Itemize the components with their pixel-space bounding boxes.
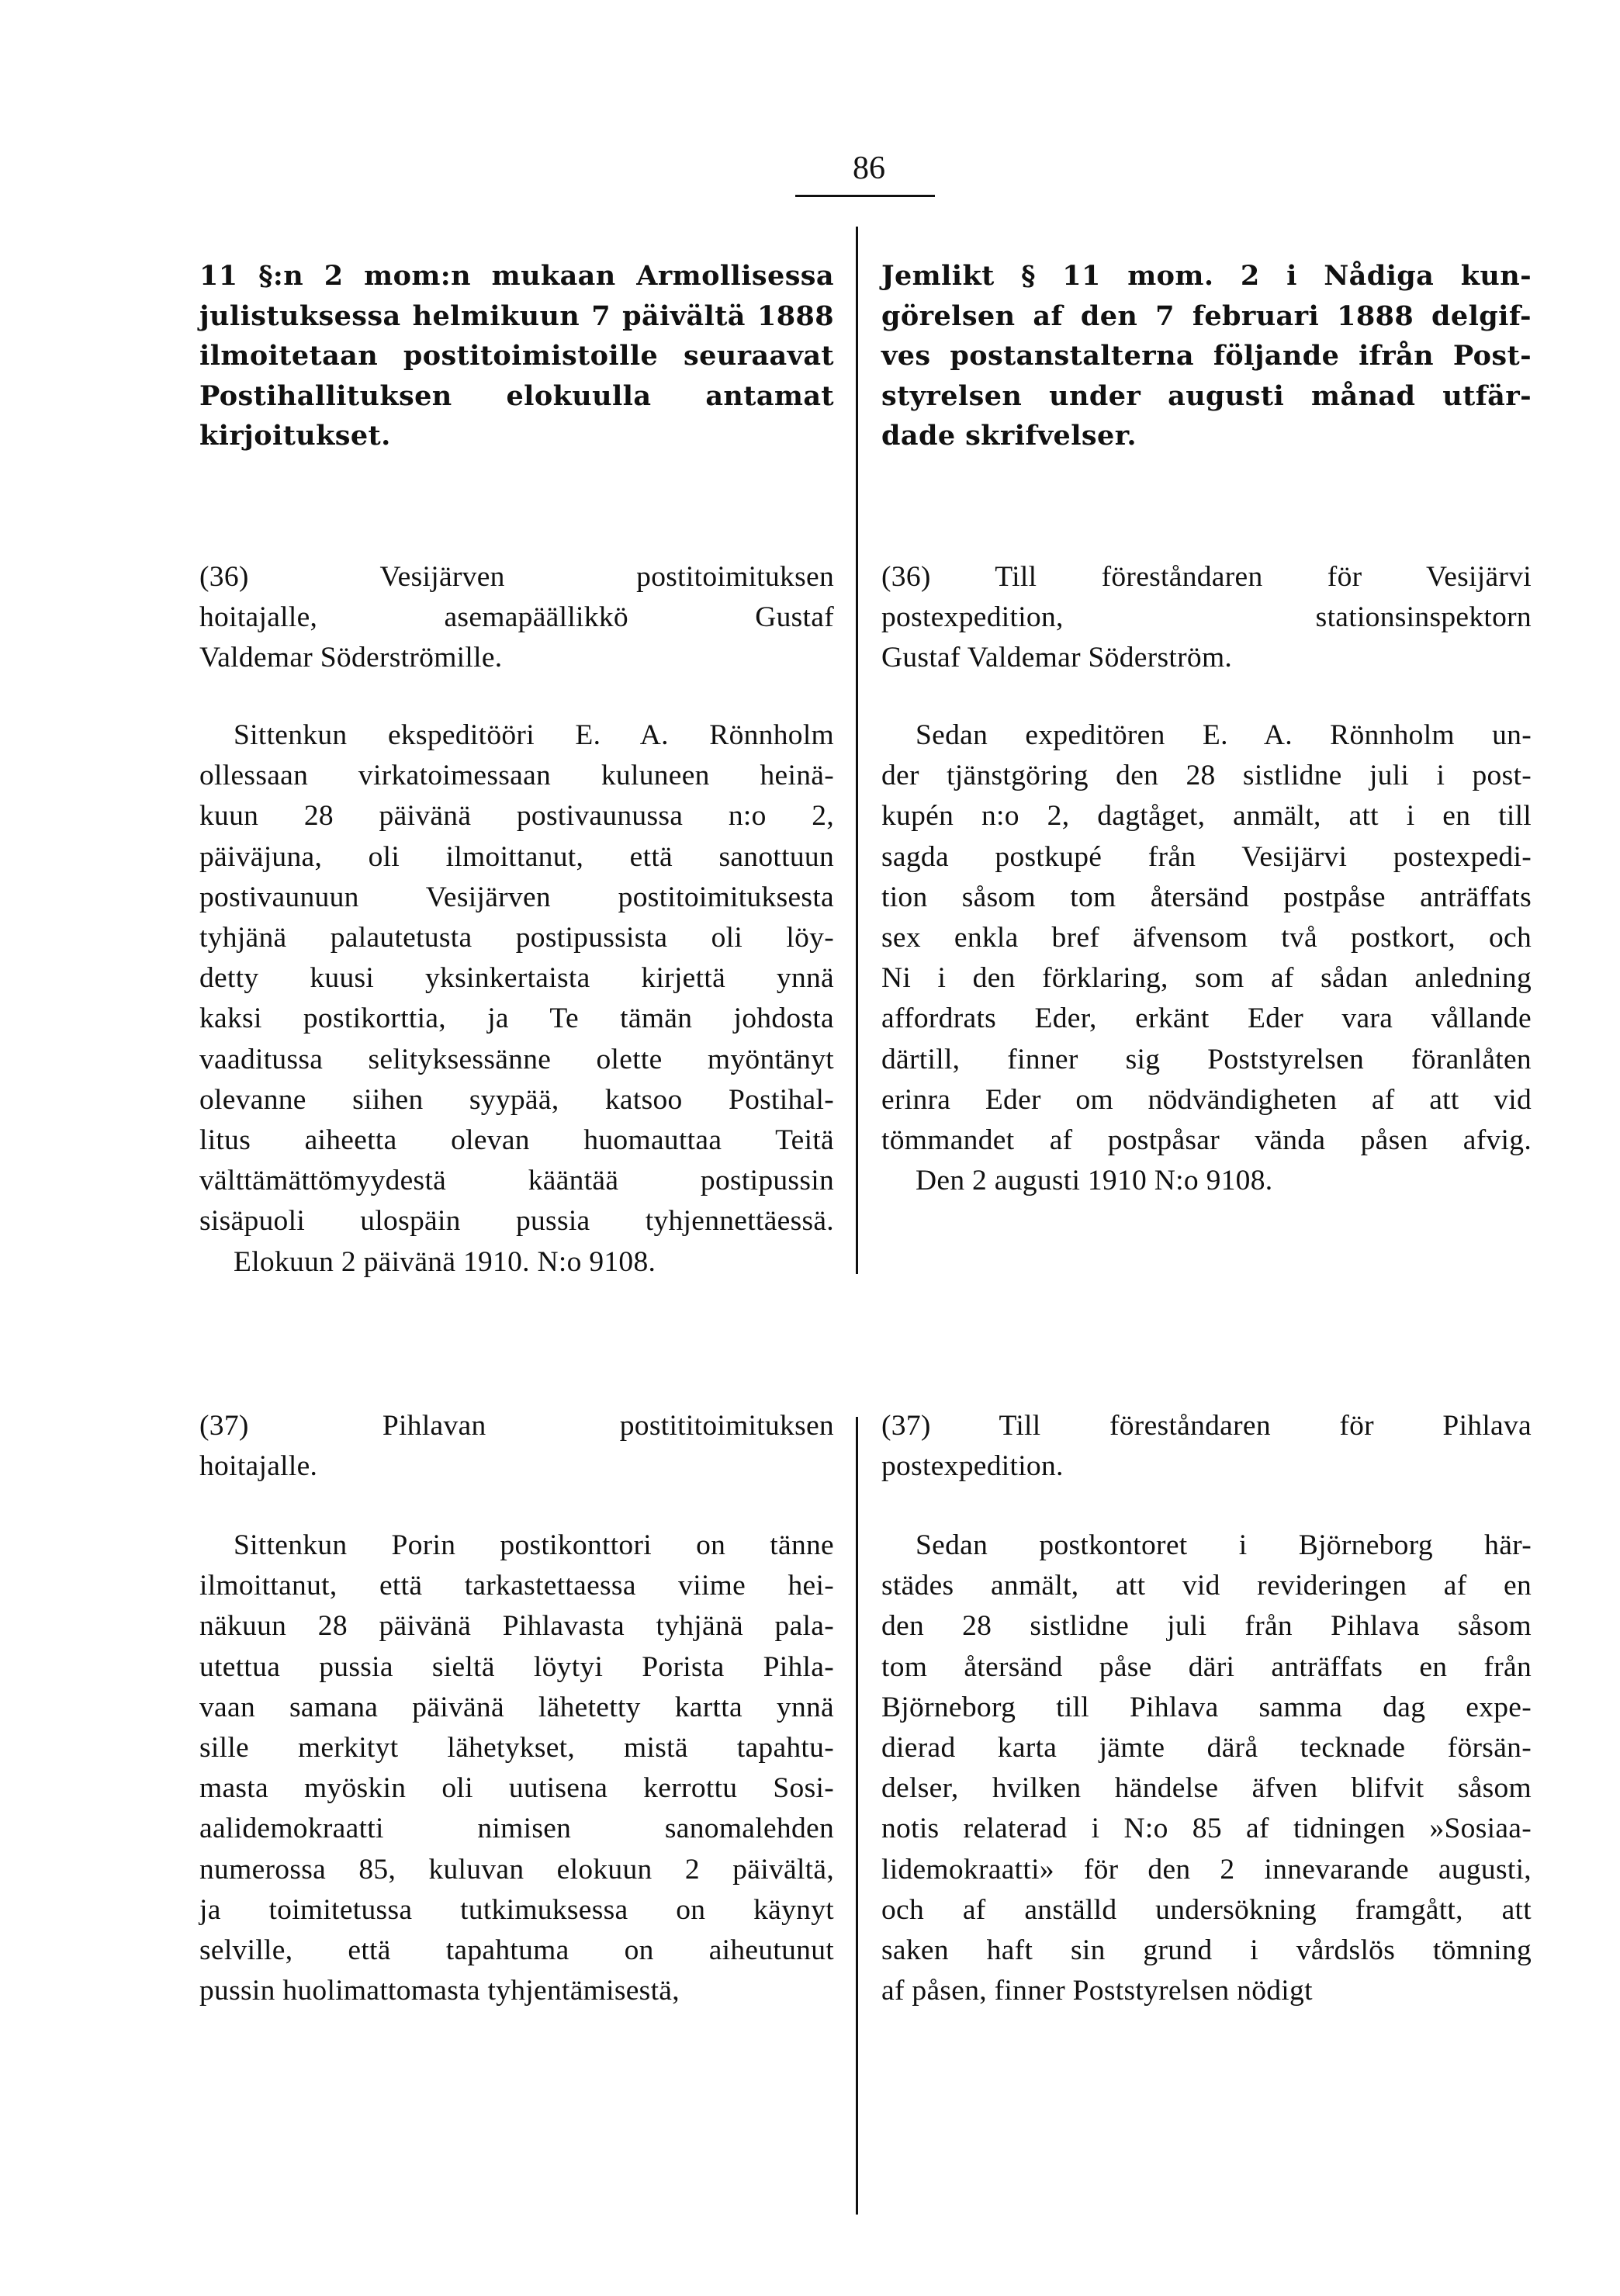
- text-line: notis relaterad i N:o 85 af tidningen »Sosiaa-: [881, 1813, 1532, 1845]
- h36-left-column: [199, 557, 834, 678]
- b36-left-column: [199, 715, 834, 1283]
- text-line: ves postanstalterna följande ifrån Post-: [881, 340, 1532, 372]
- text-line: litus aiheetta olevan huomauttaa Teitä: [199, 1124, 834, 1157]
- text-line: Björneborg till Pihlava samma dag expe-: [881, 1691, 1532, 1723]
- text-line: dierad karta jämte därå tecknade försän-: [881, 1732, 1532, 1764]
- text-line: sisäpuoli ulospäin pussia tyhjennettäessä.: [199, 1205, 834, 1238]
- text-line: hoitajalle, asemapäällikkö Gustaf: [199, 601, 834, 633]
- text-line: (37) Pihlavan postititoimituksen: [199, 1410, 834, 1442]
- text-line: Den 2 augusti 1910 N:o 9108.: [916, 1165, 1273, 1197]
- text-line: utettua pussia sieltä löytyi Porista Pihla-: [199, 1650, 834, 1683]
- text-line: Gustaf Valdemar Söderström.: [881, 642, 1233, 674]
- text-line: hoitajalle.: [199, 1450, 318, 1482]
- text-line: tom återsänd påse däri anträffats en från: [881, 1650, 1532, 1683]
- text-line: vaaditussa selityksessänne olette myöntänyt: [199, 1043, 834, 1075]
- page-number: 86: [853, 151, 885, 186]
- b36-right-column: [881, 715, 1532, 1201]
- text-line: kaksi postikorttia, ja Te tämän johdosta: [199, 1003, 834, 1035]
- text-line: postivaunuun Vesijärven postitoimituksesta: [199, 881, 834, 913]
- intro-right-column: [881, 256, 1532, 456]
- text-line: Ni i den förklaring, som af sådan anledning: [881, 962, 1532, 995]
- text-line: dade skrifvelser.: [881, 420, 1137, 452]
- column-separator-bottom: [856, 1417, 858, 2215]
- text-line: ja toimitetussa tutkimuksessa on käynyt: [199, 1893, 834, 1926]
- text-line: (37) Till föreståndaren för Pihlava: [881, 1410, 1532, 1442]
- text-line: detty kuusi yksinkertaista kirjettä ynnä: [199, 962, 834, 995]
- text-line: kuun 28 päivänä postivaunussa n:o 2,: [199, 800, 834, 833]
- h37-right-column: [881, 1406, 1532, 1487]
- text-line: julistuksessa helmikuun 7 päivältä 1888: [199, 300, 834, 332]
- text-line: Jemlikt § 11 mom. 2 i Nådiga kun-: [881, 260, 1532, 292]
- text-line: masta myöskin oli uutisena kerrottu Sosi-: [199, 1772, 834, 1805]
- text-line: numerossa 85, kuluvan elokuun 2 päivältä,: [199, 1853, 834, 1886]
- text-line: görelsen af den 7 februari 1888 delgif-: [881, 300, 1532, 332]
- text-line: därtill, finner sig Poststyrelsen föranlåten: [881, 1043, 1532, 1075]
- text-line: Sedan postkontoret i Björneborg här-: [916, 1529, 1532, 1561]
- text-line: sex enkla bref äfvensom två postkort, och: [881, 922, 1532, 954]
- text-line: saken haft sin grund i vårdslös tömning: [881, 1934, 1532, 1967]
- text-line: städes anmält, att vid revideringen af en: [881, 1570, 1532, 1602]
- text-line: ilmoittanut, että tarkastettaessa viime hei-: [199, 1570, 834, 1602]
- text-line: postexpedition, stationsinspektorn: [881, 601, 1532, 633]
- text-line: selville, että tapahtuma on aiheutunut: [199, 1934, 834, 1967]
- text-line: delser, hvilken händelse äfven blifvit såsom: [881, 1772, 1532, 1805]
- text-line: päiväjuna, oli ilmoittanut, että sanottuun: [199, 840, 834, 873]
- text-line: ilmoitetaan postitoimistoille seuraavat: [199, 340, 834, 372]
- text-line: kupén n:o 2, dagtåget, anmält, att i en till: [881, 800, 1532, 833]
- text-line: styrelsen under augusti månad utfär-: [881, 379, 1532, 412]
- text-line: tömmandet af postpåsar vända påsen afvig.: [881, 1124, 1532, 1157]
- text-line: erinra Eder om nödvändigheten af att vid: [881, 1083, 1532, 1116]
- text-line: Elokuun 2 päivänä 1910. N:o 9108.: [234, 1245, 656, 1278]
- h37-left-column: [199, 1406, 834, 1487]
- b37-right-column: [881, 1525, 1532, 2011]
- text-line: sille merkityt lähetykset, mistä tapahtu-: [199, 1732, 834, 1764]
- h36-right-column: [881, 557, 1532, 678]
- text-line: (36) Till föreståndaren för Vesijärvi: [881, 561, 1532, 593]
- column-separator-top: [856, 227, 858, 1274]
- text-line: vaan samana päivänä lähetetty kartta ynnä: [199, 1691, 834, 1723]
- text-line: ollessaan virkatoimessaan kuluneen heinä-: [199, 760, 834, 792]
- text-line: pussin huolimattomasta tyhjentämisestä,: [199, 1975, 680, 2007]
- text-line: af påsen, finner Poststyrelsen nödigt: [881, 1975, 1313, 2007]
- text-line: Sittenkun Porin postikonttori on tänne: [234, 1529, 834, 1561]
- text-line: lidemokraatti» för den 2 innevarande augusti,: [881, 1853, 1532, 1886]
- text-line: sagda postkupé från Vesijärvi postexpedi-: [881, 840, 1532, 873]
- text-line: kirjoitukset.: [199, 420, 391, 452]
- text-line: (36) Vesijärven postitoimituksen: [199, 561, 834, 593]
- b37-left-column: [199, 1525, 834, 2011]
- text-line: olevanne siihen syypää, katsoo Postihal-: [199, 1083, 834, 1116]
- text-line: Sittenkun ekspeditööri E. A. Rönnholm: [234, 719, 834, 751]
- text-line: affordrats Eder, erkänt Eder vara vållande: [881, 1003, 1532, 1035]
- text-line: och af anställd undersökning framgått, att: [881, 1893, 1532, 1926]
- intro-left-column: [199, 256, 834, 456]
- text-line: Valdemar Söderströmille.: [199, 642, 503, 674]
- text-line: tyhjänä palautetusta postipussista oli löy-: [199, 922, 834, 954]
- text-line: 11 §:n 2 mom:n mukaan Armollisessa: [199, 260, 834, 292]
- text-line: näkuun 28 päivänä Pihlavasta tyhjänä pala-: [199, 1610, 834, 1643]
- text-line: Postihallituksen elokuulla antamat: [199, 379, 834, 412]
- text-line: postexpedition.: [881, 1450, 1064, 1482]
- text-line: der tjänstgöring den 28 sistlidne juli i post-: [881, 760, 1532, 792]
- text-line: välttämättömyydestä kääntää postipussin: [199, 1165, 834, 1197]
- text-line: Sedan expeditören E. A. Rönnholm un-: [916, 719, 1532, 751]
- text-line: aalidemokraatti nimisen sanomalehden: [199, 1813, 834, 1845]
- text-line: tion såsom tom återsänd postpåse anträffats: [881, 881, 1532, 913]
- page-number-rule: [795, 195, 935, 197]
- text-line: den 28 sistlidne juli från Pihlava såsom: [881, 1610, 1532, 1643]
